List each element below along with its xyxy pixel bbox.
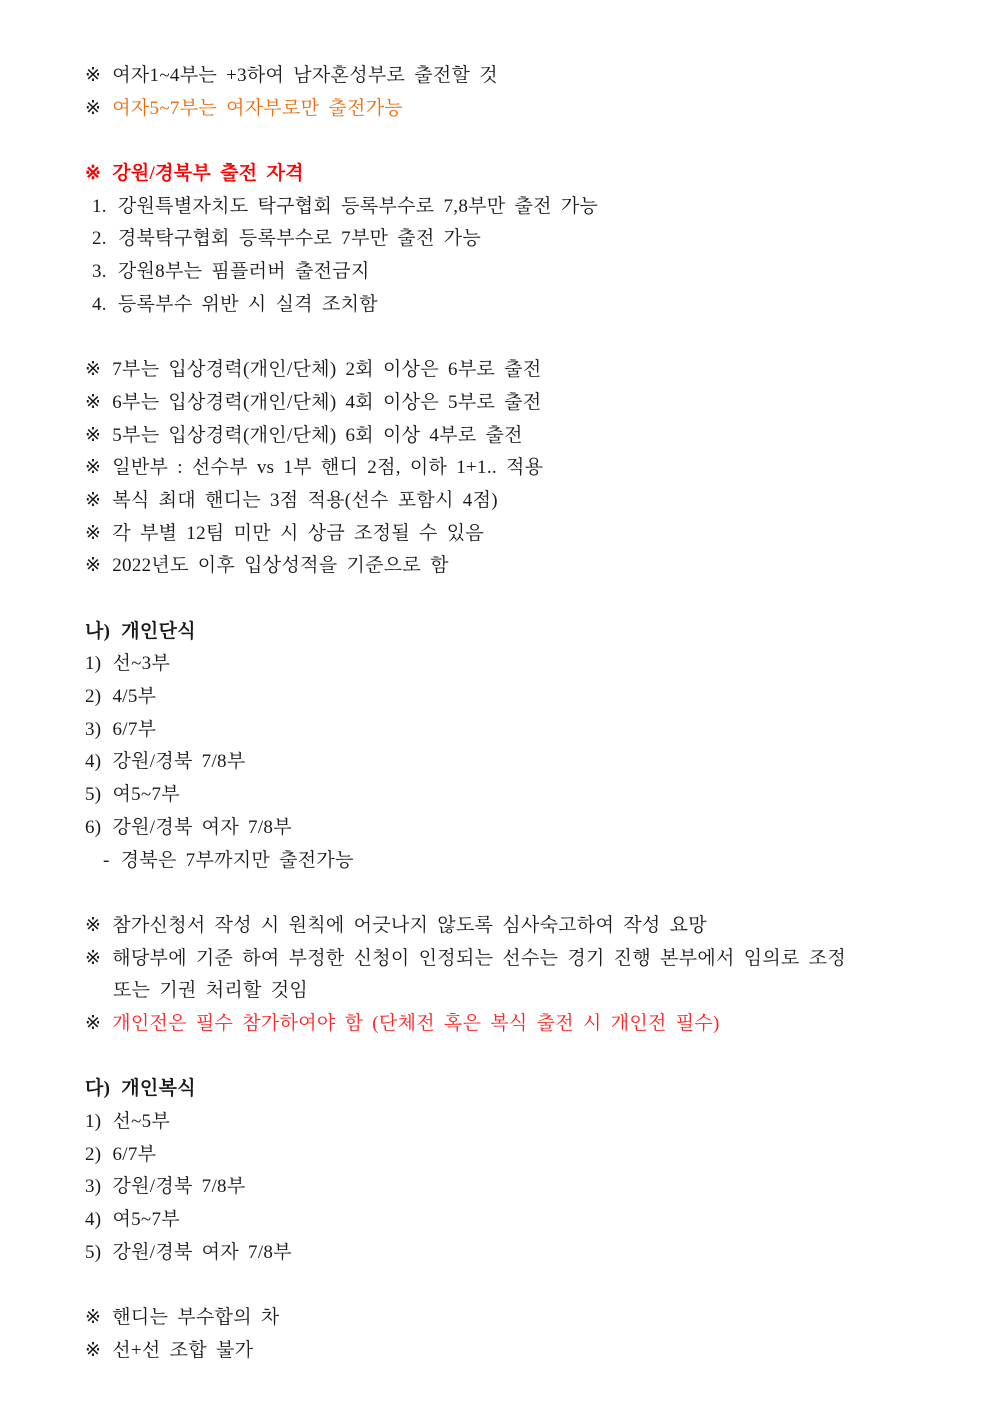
text-line [85, 485, 964, 518]
list-number: 4) [85, 1209, 102, 1231]
text-segment: 개인전은 필수 참가하여야 함 (단체전 혹은 복식 출전 시 개인전 필수) [112, 1012, 720, 1034]
text-line [85, 648, 964, 681]
blank-line [85, 1041, 964, 1074]
list-number: 6) [85, 816, 102, 838]
text-segment: 여5~7부 [112, 784, 180, 806]
text-line [85, 714, 964, 747]
blank-line [85, 877, 964, 910]
bullet-marker: ※ [85, 555, 102, 577]
text-segment: 2022년도 이후 입상성적을 기준으로 함 [112, 555, 449, 577]
text-line [85, 975, 964, 1008]
text-segment: 등록부수 위반 시 실격 조치함 [117, 293, 378, 315]
text-segment: 복식 최대 핸디는 3점 적용(선수 포함시 4점) [112, 489, 498, 511]
text-line [85, 746, 964, 779]
text-segment: 해당부에 기준 하여 부정한 신청이 인정되는 선수는 경기 진행 본부에서 임의로 조정 [112, 947, 847, 969]
blank-line [85, 1269, 964, 1302]
bullet-marker: ※ [85, 489, 102, 511]
list-number: 3) [85, 1176, 102, 1198]
text-segment: 강원/경북 여자 7/8부 [112, 1241, 292, 1263]
text-segment: 경북탁구협회 등록부수로 7부만 출전 가능 [117, 228, 481, 250]
text-line [85, 616, 964, 649]
list-number: 2. [92, 228, 107, 250]
text-segment: 강원/경북부 출전 자격 [112, 163, 304, 185]
bullet-marker: ※ [85, 359, 102, 381]
list-number: 3) [85, 718, 102, 740]
bullet-marker: ※ [85, 424, 102, 446]
bullet-marker: ※ [85, 1012, 102, 1034]
text-line [85, 910, 964, 943]
text-line [85, 1335, 964, 1368]
text-segment: 핸디는 부수합의 차 [112, 1307, 280, 1329]
list-number: 4) [85, 751, 102, 773]
text-line [85, 812, 964, 845]
text-segment: 6부는 입상경력(개인/단체) 4회 이상은 5부로 출전 [112, 391, 542, 413]
text-segment: 각 부별 12팀 미만 시 상금 조정될 수 있음 [112, 522, 485, 544]
text-segment: 여자1~4부는 +3하여 남자혼성부로 출전할 것 [112, 65, 498, 86]
list-number: 4. [92, 293, 107, 315]
text-line [85, 1106, 964, 1139]
text-segment: 경북은 7부까지만 출전가능 [120, 849, 354, 871]
blank-line [85, 583, 964, 616]
text-segment: 또는 기권 처리할 것임 [113, 980, 309, 1002]
text-segment: 강원/경북 여자 7/8부 [112, 816, 292, 838]
text-line [85, 1073, 964, 1106]
text-line [85, 681, 964, 714]
text-segment: 선+선 조합 불가 [112, 1339, 254, 1361]
text-segment: 참가신청서 작성 시 원칙에 어긋나지 않도록 심사숙고하여 작성 요망 [112, 914, 707, 936]
list-number: 3. [92, 261, 107, 283]
text-line [85, 354, 964, 387]
list-number: 2) [85, 686, 102, 708]
bullet-marker: ※ [85, 522, 102, 544]
text-line [85, 1139, 964, 1172]
text-segment: 6/7부 [112, 1143, 157, 1165]
dash-marker: - [103, 849, 110, 871]
list-number: 5) [85, 784, 102, 806]
text-segment: 7부는 입상경력(개인/단체) 2회 이상은 6부로 출전 [112, 359, 542, 381]
text-segment: 강원/경북 7/8부 [112, 1176, 246, 1198]
text-line [85, 420, 964, 453]
section-marker: 다) [85, 1078, 111, 1100]
text-segment: 6/7부 [112, 718, 157, 740]
text-segment: 강원8부는 핌플러버 출전금지 [117, 261, 370, 283]
bullet-marker: ※ [85, 947, 102, 969]
text-segment: 5부는 입상경력(개인/단체) 6회 이상 4부로 출전 [112, 424, 523, 446]
text-line [85, 1302, 964, 1335]
text-line [85, 289, 964, 322]
text-line [85, 158, 964, 191]
text-segment: 강원/경북 7/8부 [112, 751, 246, 773]
list-number: 1. [92, 195, 107, 217]
blank-line [85, 125, 964, 158]
list-number: 5) [85, 1241, 102, 1263]
bullet-marker: ※ [85, 163, 102, 185]
text-line [85, 93, 964, 126]
text-line [85, 223, 964, 256]
bullet-marker: ※ [85, 1307, 102, 1329]
text-segment: 강원특별자치도 탁구협회 등록부수로 7,8부만 출전 가능 [117, 195, 599, 217]
text-line [85, 518, 964, 551]
text-line [85, 550, 964, 583]
section-marker: 나) [85, 620, 111, 642]
bullet-marker: ※ [85, 457, 102, 479]
text-line [85, 191, 964, 224]
text-line [85, 1237, 964, 1270]
text-line [85, 779, 964, 812]
section-title: 개인단식 [121, 620, 196, 642]
bullet-marker: ※ [85, 391, 102, 413]
text-line [85, 943, 964, 976]
text-segment: 선~3부 [112, 653, 171, 675]
text-segment: 4/5부 [112, 686, 157, 708]
text-line [85, 60, 964, 93]
text-line [85, 1204, 964, 1237]
bullet-marker: ※ [85, 914, 102, 936]
text-line [85, 387, 964, 420]
text-line [85, 256, 964, 289]
text-line [85, 452, 964, 485]
text-line [85, 1171, 964, 1204]
list-number: 1) [85, 1111, 102, 1132]
text-segment: 일반부 : 선수부 vs 1부 핸디 2점, 이하 1+1.. 적용 [112, 457, 544, 479]
bullet-marker: ※ [85, 1339, 102, 1361]
list-number: 2) [85, 1143, 102, 1165]
text-segment: 여자5~7부는 여자부로만 출전가능 [112, 97, 404, 119]
bullet-marker: ※ [85, 97, 102, 119]
text-segment: 선~5부 [112, 1111, 171, 1132]
blank-line [85, 322, 964, 355]
text-line [85, 845, 964, 878]
section-title: 개인복식 [121, 1078, 196, 1100]
text-segment: 여5~7부 [112, 1209, 180, 1231]
bullet-marker: ※ [85, 65, 102, 86]
text-line [85, 1008, 964, 1041]
list-number: 1) [85, 653, 102, 675]
